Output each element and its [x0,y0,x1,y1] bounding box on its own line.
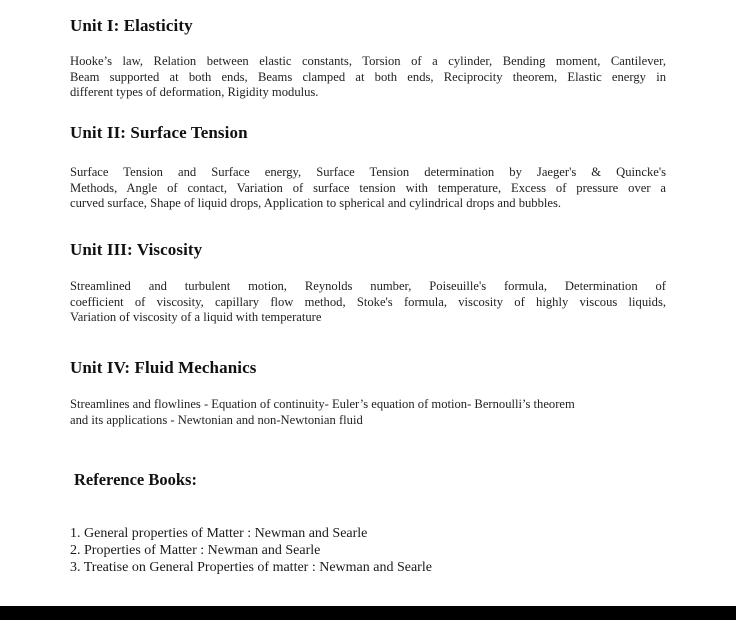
unit-3-line: Streamlined and turbulent motion, Reynolds number, Poiseuille's formula, Determination of [70,279,666,293]
unit-1-line: Hooke’s law, Relation between elastic constants, Torsion of a cylinder, Bending moment, Cantilever, [70,54,666,68]
bottom-edge-bar [0,606,736,620]
unit-4-heading: Unit IV: Fluid Mechanics [70,358,257,377]
unit-4-line: and its applications - Newtonian and non-Newtonian fluid [70,412,363,427]
reference-book-item: 1. General properties of Matter : Newman and Searle [70,526,368,541]
unit-2-heading: Unit II: Surface Tension [70,123,248,142]
reference-books-list [70,525,432,576]
reference-book-item: 3. Treatise on General Properties of matter : Newman and Searle [70,560,432,575]
reference-book-item: 2. Properties of Matter : Newman and Searle [70,543,321,558]
unit-1-line: different types of deformation, Rigidity modulus. [70,85,319,100]
unit-2-line: Surface Tension and Surface energy, Surface Tension determination by Jaeger's & Quincke's [70,165,666,179]
unit-3-line: Variation of viscosity of a liquid with temperature [70,310,322,325]
unit-1-heading: Unit I: Elasticity [70,16,193,35]
unit-2-line: curved surface, Shape of liquid drops, Application to spherical and cylindrical drops and bubbles. [70,196,562,211]
unit-3-text [70,279,666,326]
unit-1-line: Beam supported at both ends, Beams clamped at both ends, Reciprocity theorem, Elastic energy in [70,69,666,84]
unit-3-heading: Unit III: Viscosity [70,240,203,259]
unit-2-line: Methods, Angle of contact, Variation of surface tension with temperature, Excess of pressure over a [70,180,666,195]
reference-books-heading: Reference Books: [74,470,197,489]
unit-4-line: Streamlines and flowlines - Equation of continuity- Euler’s equation of motion- Bernoulli’s theorem [70,397,575,411]
unit-1-text [70,54,666,101]
unit-4-text [70,397,666,428]
unit-2-text [70,165,666,212]
unit-3-line: coefficient of viscosity, capillary flow method, Stoke's formula, viscosity of highly viscous liquids, [70,294,666,309]
